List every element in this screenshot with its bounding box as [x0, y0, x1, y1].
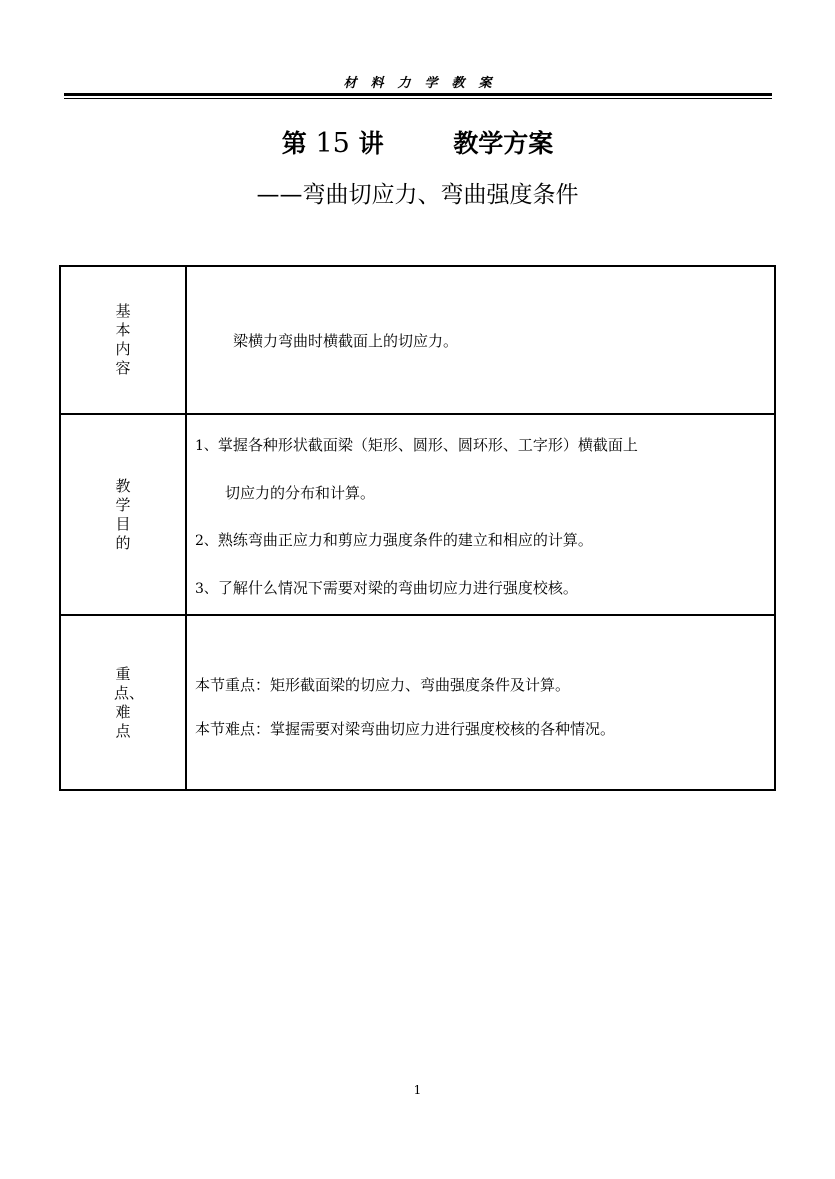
header-rule-thick [64, 93, 772, 96]
title-prefix: 第 [281, 129, 307, 158]
title-suffix: 讲 [358, 129, 384, 158]
label-cell-basic-content [60, 266, 186, 414]
lesson-plan-table [59, 265, 776, 791]
key-point-list [187, 666, 774, 740]
page-title [0, 124, 835, 160]
row-label: 教学目的 [115, 476, 131, 552]
item-text-continuation: 切应力的分布和计算。 [225, 483, 376, 502]
title-main: 教学方案 [453, 129, 554, 158]
label-cell-key-points [60, 615, 186, 790]
item-text: 掌握各种形状截面梁（矩形、圆形、圆环形、工字形）横截面上 [217, 435, 638, 454]
table-row-teaching-objectives [60, 414, 775, 615]
table-row-basic-content [60, 266, 775, 414]
item-text: 了解什么情况下需要对梁的弯曲切应力进行强度校核。 [217, 578, 578, 597]
row-label: 基本内容 [115, 302, 131, 377]
item-number: 3、 [195, 580, 218, 597]
list-item [195, 529, 774, 552]
content-cell-basic-content [186, 266, 775, 414]
title-number: 15 [315, 128, 350, 159]
page-number: 1 [413, 1083, 422, 1097]
running-header: 材料力学教案 [343, 76, 506, 91]
list-item [195, 434, 774, 504]
table-row-key-points [60, 615, 775, 790]
header-rule-thin [64, 98, 772, 99]
content-cell-key-points [186, 615, 775, 790]
item-number: 2、 [195, 532, 218, 549]
basic-content-text: 梁横力弯曲时横截面上的切应力。 [233, 332, 459, 350]
page-subtitle: ——弯曲切应力、弯曲强度条件 [256, 182, 579, 208]
list-item: 本节难点：掌握需要对梁弯曲切应力进行强度校核的各种情况。 [195, 719, 616, 738]
objective-list [187, 430, 774, 600]
list-item [195, 577, 774, 600]
item-text: 熟练弯曲正应力和剪应力强度条件的建立和相应的计算。 [217, 530, 593, 549]
row-label: 重点、难点 [114, 664, 145, 740]
label-cell-teaching-objectives [60, 414, 186, 615]
content-cell-teaching-objectives [186, 414, 775, 615]
item-number: 1、 [195, 437, 218, 454]
list-item: 本节重点：矩形截面梁的切应力、弯曲强度条件及计算。 [195, 675, 571, 694]
